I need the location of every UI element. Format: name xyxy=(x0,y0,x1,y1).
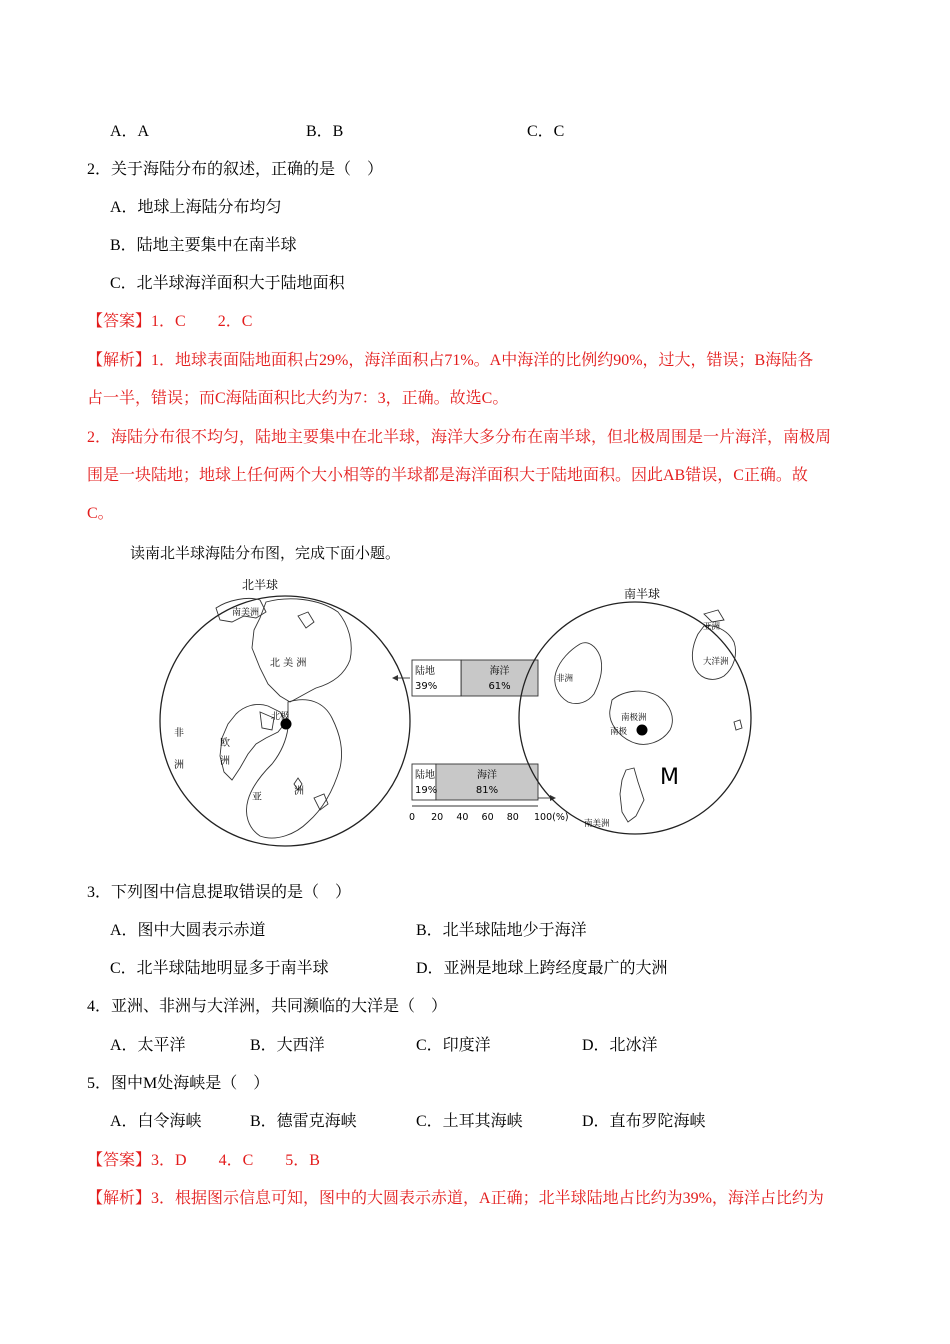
north-hemisphere-title: 北半球 xyxy=(241,578,279,592)
q4-option-c: C．印度洋 xyxy=(416,1037,491,1054)
south-label-south-america: 南美洲 xyxy=(584,819,610,829)
m-strait-mark: M xyxy=(660,765,679,790)
north-bar-ocean-label: 海洋 xyxy=(489,666,510,677)
q4-stem: 4．亚洲、非洲与大洋洲，共同濒临的大洋是（ ） xyxy=(87,998,448,1015)
q2-option-c: C．北半球海洋面积大于陆地面积 xyxy=(110,275,345,292)
axis-tick-label: 40 xyxy=(456,812,469,823)
analysis-text: 3．根据图示信息可知，图中的大圆表示赤道，A正确；北半球陆地占比约为39%，海洋占比约为 xyxy=(151,1190,824,1207)
q3-option-d: D．亚洲是地球上跨经度最广的大洲 xyxy=(416,960,668,977)
analysis-line-2: 占一半，错误；而C海陆面积比大约为7：3，正确。故选C。 xyxy=(87,390,509,407)
south-bar-land-label: 陆地 xyxy=(415,770,435,781)
q3-option-b: B．北半球陆地少于海洋 xyxy=(416,922,587,939)
south-landmasses xyxy=(555,610,742,822)
north-bar-land-label: 陆地 xyxy=(415,666,435,677)
axis-tick-label: 60 xyxy=(481,812,494,823)
q4-option-b: B．大西洋 xyxy=(250,1037,325,1054)
analysis-line-3: 2．海陆分布很不均匀，陆地主要集中在北半球，海洋大多分布在南半球，但北极周围是一片海洋，南极周 xyxy=(87,429,832,446)
analysis-line-5: C。 xyxy=(87,505,114,522)
analysis-label: 【解析】 xyxy=(87,352,152,369)
north-label-asia-1: 亚 xyxy=(252,792,262,803)
north-label-africa-1: 非 xyxy=(174,728,184,739)
q3-stem: 3．下列图中信息提取错误的是（ ） xyxy=(87,884,352,901)
axis-tick-label: 80 xyxy=(506,812,519,823)
south-pole-dot xyxy=(637,725,648,736)
answer-text: 3．D 4．C 5．B xyxy=(151,1152,320,1169)
axis-tick-label: 100(%) xyxy=(534,812,569,823)
north-bar-ocean-pct: 61% xyxy=(488,681,511,692)
north-label-europe-1: 欧 xyxy=(220,738,230,749)
q5-option-a: A．白令海峡 xyxy=(110,1113,202,1130)
q3-option-a: A．图中大圆表示赤道 xyxy=(110,922,266,939)
south-land-ocean-bar xyxy=(412,764,538,800)
analysis-line-4: 围是一块陆地；地球上任何两个大小相等的半球都是海洋面积大于陆地面积。因此AB错误，C正确。故 xyxy=(87,467,808,484)
south-label-asia: 亚洲 xyxy=(703,622,721,632)
q2-option-a: A．地球上海陆分布均匀 xyxy=(110,199,282,216)
answer-label: 【答案】 xyxy=(87,313,152,330)
south-bar-ocean-pct: 81% xyxy=(475,785,499,796)
q3-option-c: C．北半球陆地明显多于南半球 xyxy=(110,960,329,977)
q5-option-c: C．土耳其海峡 xyxy=(416,1113,523,1130)
axis-tick-label: 20 xyxy=(431,812,444,823)
analysis-line-6 xyxy=(87,1188,824,1210)
q5-option-b: B．德雷克海峡 xyxy=(250,1113,357,1130)
south-bar-ocean-label: 海洋 xyxy=(476,770,497,781)
south-label-antarctica: 南极洲 xyxy=(621,713,647,723)
south-bar-land-pct: 19% xyxy=(415,785,438,796)
q5-stem: 5．图中M处海峡是（ ） xyxy=(87,1075,270,1092)
south-label-africa: 非洲 xyxy=(556,674,574,684)
hemisphere-map-figure xyxy=(148,572,729,872)
axis-tick-label: 0 xyxy=(408,812,416,823)
north-label-north-pole: 北极 xyxy=(271,712,290,722)
hemisphere-map-svg xyxy=(148,572,729,872)
analysis-text: 1．地球表面陆地面积占29%，海洋面积占71%。A中海洋的比例约90%，过大，错误；B海陆各 xyxy=(151,352,814,369)
north-label-south-america: 南美洲 xyxy=(232,608,260,618)
north-label-asia-2: 洲 xyxy=(294,786,304,797)
analysis-line-1 xyxy=(87,350,813,372)
answer-label: 【答案】 xyxy=(87,1152,152,1169)
q4-option-d: D．北冰洋 xyxy=(582,1037,658,1054)
north-label-europe-2: 洲 xyxy=(220,756,230,767)
q5-option-d: D．直布罗陀海峡 xyxy=(582,1113,706,1130)
answer-text: 1．C 2．C xyxy=(151,313,253,330)
q2-option-b: B．陆地主要集中在南半球 xyxy=(110,237,297,254)
south-label-oceania: 大洋洲 xyxy=(703,657,729,667)
north-land-ocean-bar xyxy=(412,660,538,696)
south-label-south-pole: 南极 xyxy=(610,727,628,737)
q4-option-a: A．太平洋 xyxy=(110,1037,186,1054)
north-label-africa-2: 洲 xyxy=(174,760,184,771)
north-bar-land-pct: 39% xyxy=(415,681,438,692)
north-bar-arrowhead xyxy=(392,675,398,681)
q2-stem: 2．关于海陆分布的叙述，正确的是（ ） xyxy=(87,161,384,178)
south-hemisphere-title: 南半球 xyxy=(623,587,661,601)
analysis-label: 【解析】 xyxy=(87,1190,152,1207)
bar-axis-ticks xyxy=(409,812,569,823)
north-label-north-america: 北 美 洲 xyxy=(270,658,307,669)
q1-option-c: C．C xyxy=(527,123,565,140)
figure-intro: 读南北半球海陆分布图，完成下面小题。 xyxy=(130,544,401,562)
answer-block-1 xyxy=(87,311,252,333)
answer-block-2 xyxy=(87,1150,320,1172)
q1-option-a: A．A xyxy=(110,123,150,140)
q1-option-b: B．B xyxy=(306,123,344,140)
